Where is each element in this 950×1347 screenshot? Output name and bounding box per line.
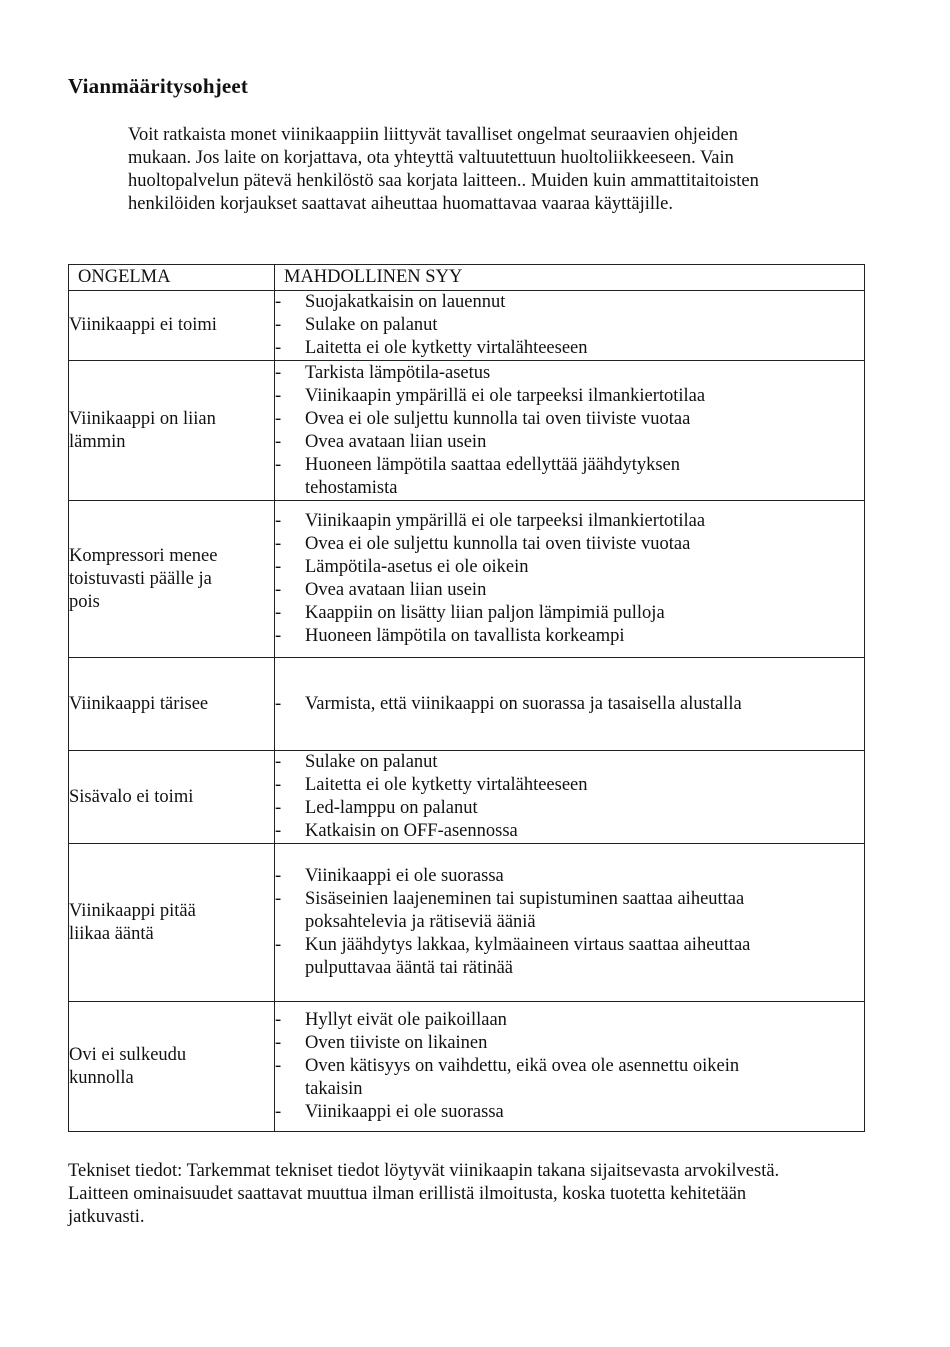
table-body bbox=[69, 291, 865, 1132]
cause-cell bbox=[275, 1002, 865, 1132]
cause-list bbox=[275, 510, 864, 648]
cause-text: pulputtavaa ääntä tai rätinää bbox=[305, 958, 514, 978]
cause-text: - Huoneen lämpötila saattaa edellyttää jäähdytyksen bbox=[305, 454, 680, 475]
footer-line: Laitteen ominaisuudet saattavat muuttua ilman erillistä ilmoitusta, koska tuotetta kehitetään bbox=[68, 1184, 747, 1204]
cause-text: - Suojakatkaisin on lauennut bbox=[305, 292, 506, 312]
cause-text: - Ovea ei ole suljettu kunnolla tai oven tiiviste vuotaa bbox=[305, 534, 691, 554]
footer-note bbox=[68, 1160, 868, 1229]
problem-text: liikaa ääntä bbox=[69, 923, 154, 944]
cause-item bbox=[275, 454, 864, 500]
cause-text: - Sulake on palanut bbox=[305, 315, 438, 335]
cause-text: - Kaappiin on lisätty liian paljon lämpimiä pulloja bbox=[305, 603, 665, 623]
table-row bbox=[69, 361, 865, 501]
problem-cell bbox=[69, 751, 275, 844]
problem-text: Sisävalo ei toimi bbox=[69, 786, 194, 807]
cause-item bbox=[275, 888, 864, 934]
cause-cell bbox=[275, 751, 865, 844]
problem-text: Viinikaappi pitää bbox=[69, 900, 196, 921]
table-row bbox=[69, 1002, 865, 1132]
cause-text: - Lämpötila-asetus ei ole oikein bbox=[305, 557, 529, 577]
cause-list bbox=[275, 1009, 864, 1124]
cause-text: - Ovea avataan liian usein bbox=[305, 580, 487, 600]
cause-text: - Viinikaappi ei ole suorassa bbox=[305, 866, 504, 886]
cause-item bbox=[275, 625, 864, 648]
intro-line: mukaan. Jos laite on korjattava, ota yhteyttä valtuutettuun huoltoliikkeeseen. Vain bbox=[128, 148, 734, 168]
problem-text: Viinikaappi on liian bbox=[69, 408, 216, 429]
column-header-cause: MAHDOLLINEN SYY bbox=[275, 265, 865, 291]
problem-cell bbox=[69, 361, 275, 501]
cause-cell bbox=[275, 844, 865, 1002]
problem-cell bbox=[69, 501, 275, 658]
cause-list bbox=[275, 362, 864, 500]
cause-item bbox=[275, 362, 864, 385]
problem-text: toistuvasti päälle ja bbox=[69, 568, 212, 589]
cause-text: - Oven tiiviste on likainen bbox=[305, 1033, 488, 1053]
cause-text: - Huoneen lämpötila on tavallista korkeampi bbox=[305, 626, 625, 646]
cause-item bbox=[275, 774, 864, 797]
cause-text: tehostamista bbox=[305, 477, 398, 498]
problem-text: Ovi ei sulkeudu bbox=[69, 1044, 187, 1065]
cause-item bbox=[275, 337, 864, 360]
page-title: Vianmääritysohjeet bbox=[68, 74, 249, 98]
cause-text: - Viinikaapin ympärillä ei ole tarpeeksi ilmankiertotilaa bbox=[305, 511, 706, 531]
problem-cell bbox=[69, 291, 275, 361]
problem-text: lämmin bbox=[69, 431, 126, 452]
problem-text: Kompressori menee bbox=[69, 545, 218, 566]
column-header-problem: ONGELMA bbox=[69, 265, 275, 291]
cause-text: - Varmista, että viinikaappi on suorassa ja tasaisella alustalla bbox=[305, 693, 742, 714]
cause-text: - Kun jäähdytys lakkaa, kylmäaineen virtaus saattaa aiheuttaa bbox=[305, 935, 751, 955]
problem-text: pois bbox=[69, 591, 100, 612]
problem-text: Viinikaappi ei toimi bbox=[69, 315, 217, 335]
table-row bbox=[69, 291, 865, 361]
cause-item bbox=[275, 934, 864, 980]
cause-item bbox=[275, 556, 864, 579]
cause-item bbox=[275, 533, 864, 556]
cause-item bbox=[275, 314, 864, 337]
cause-cell bbox=[275, 291, 865, 361]
cause-cell bbox=[275, 361, 865, 501]
cause-text: - Sisäseinien laajeneminen tai supistuminen saattaa aiheuttaa bbox=[305, 889, 745, 909]
cause-cell bbox=[275, 501, 865, 658]
table-header-row bbox=[69, 265, 865, 291]
footer-line: Tekniset tiedot: Tarkemmat tekniset tiedot löytyvät viinikaapin takana sijaitsevasta arvokilvestä. bbox=[68, 1161, 780, 1181]
cause-text: - Oven kätisyys on vaihdettu, eikä ovea ole asennettu oikein bbox=[305, 1056, 740, 1076]
intro-paragraph bbox=[128, 124, 828, 216]
intro-line: huoltopalvelun pätevä henkilöstö saa korjata laitteen.. Muiden kuin ammattitaitoisten bbox=[128, 171, 759, 191]
cause-item bbox=[275, 602, 864, 625]
cause-cell bbox=[275, 658, 865, 751]
cause-text: takaisin bbox=[305, 1079, 363, 1099]
cause-item bbox=[275, 751, 864, 774]
cause-text: - Katkaisin on OFF-asennossa bbox=[305, 821, 518, 841]
cause-text: - Laitetta ei ole kytketty virtalähteeseen bbox=[305, 775, 588, 795]
cause-list bbox=[275, 865, 864, 980]
cause-text: - Ovea ei ole suljettu kunnolla tai oven tiiviste vuotaa bbox=[305, 408, 691, 429]
table-row bbox=[69, 501, 865, 658]
cause-item bbox=[275, 693, 864, 716]
cause-item bbox=[275, 291, 864, 314]
cause-item bbox=[275, 865, 864, 888]
problem-text: kunnolla bbox=[69, 1067, 134, 1088]
troubleshooting-table bbox=[68, 264, 865, 1132]
problem-text: Viinikaappi tärisee bbox=[69, 693, 209, 714]
table-row bbox=[69, 751, 865, 844]
cause-item bbox=[275, 820, 864, 843]
cause-item bbox=[275, 1055, 864, 1101]
cause-item bbox=[275, 1101, 864, 1124]
table-row bbox=[69, 844, 865, 1002]
cause-text: - Viinikaappi ei ole suorassa bbox=[305, 1102, 504, 1122]
cause-item bbox=[275, 385, 864, 408]
cause-list bbox=[275, 751, 864, 843]
cause-item bbox=[275, 579, 864, 602]
problem-cell bbox=[69, 1002, 275, 1132]
cause-text: - Ovea avataan liian usein bbox=[305, 431, 487, 452]
problem-cell bbox=[69, 844, 275, 1002]
cause-text: - Led-lamppu on palanut bbox=[305, 798, 478, 818]
cause-text: - Hyllyt eivät ole paikoillaan bbox=[305, 1010, 507, 1030]
cause-item bbox=[275, 431, 864, 454]
footer-line: jatkuvasti. bbox=[68, 1207, 145, 1227]
cause-item bbox=[275, 797, 864, 820]
cause-list bbox=[275, 291, 864, 360]
table-row bbox=[69, 658, 865, 751]
intro-line: henkilöiden korjaukset saattavat aiheuttaa huomattavaa vaaraa käyttäjille. bbox=[128, 194, 674, 214]
cause-item bbox=[275, 1009, 864, 1032]
cause-text: - Laitetta ei ole kytketty virtalähteeseen bbox=[305, 338, 588, 358]
problem-cell bbox=[69, 658, 275, 751]
cause-text: - Viinikaapin ympärillä ei ole tarpeeksi ilmankiertotilaa bbox=[305, 385, 706, 406]
intro-line: Voit ratkaista monet viinikaappiin liittyvät tavalliset ongelmat seuraavien ohjeiden bbox=[128, 125, 739, 145]
cause-text: - Tarkista lämpötila-asetus bbox=[305, 362, 491, 383]
cause-text: poksahtelevia ja rätiseviä ääniä bbox=[305, 912, 536, 932]
cause-item bbox=[275, 408, 864, 431]
cause-text: - Sulake on palanut bbox=[305, 752, 438, 772]
cause-item bbox=[275, 510, 864, 533]
cause-list bbox=[275, 693, 864, 716]
cause-item bbox=[275, 1032, 864, 1055]
